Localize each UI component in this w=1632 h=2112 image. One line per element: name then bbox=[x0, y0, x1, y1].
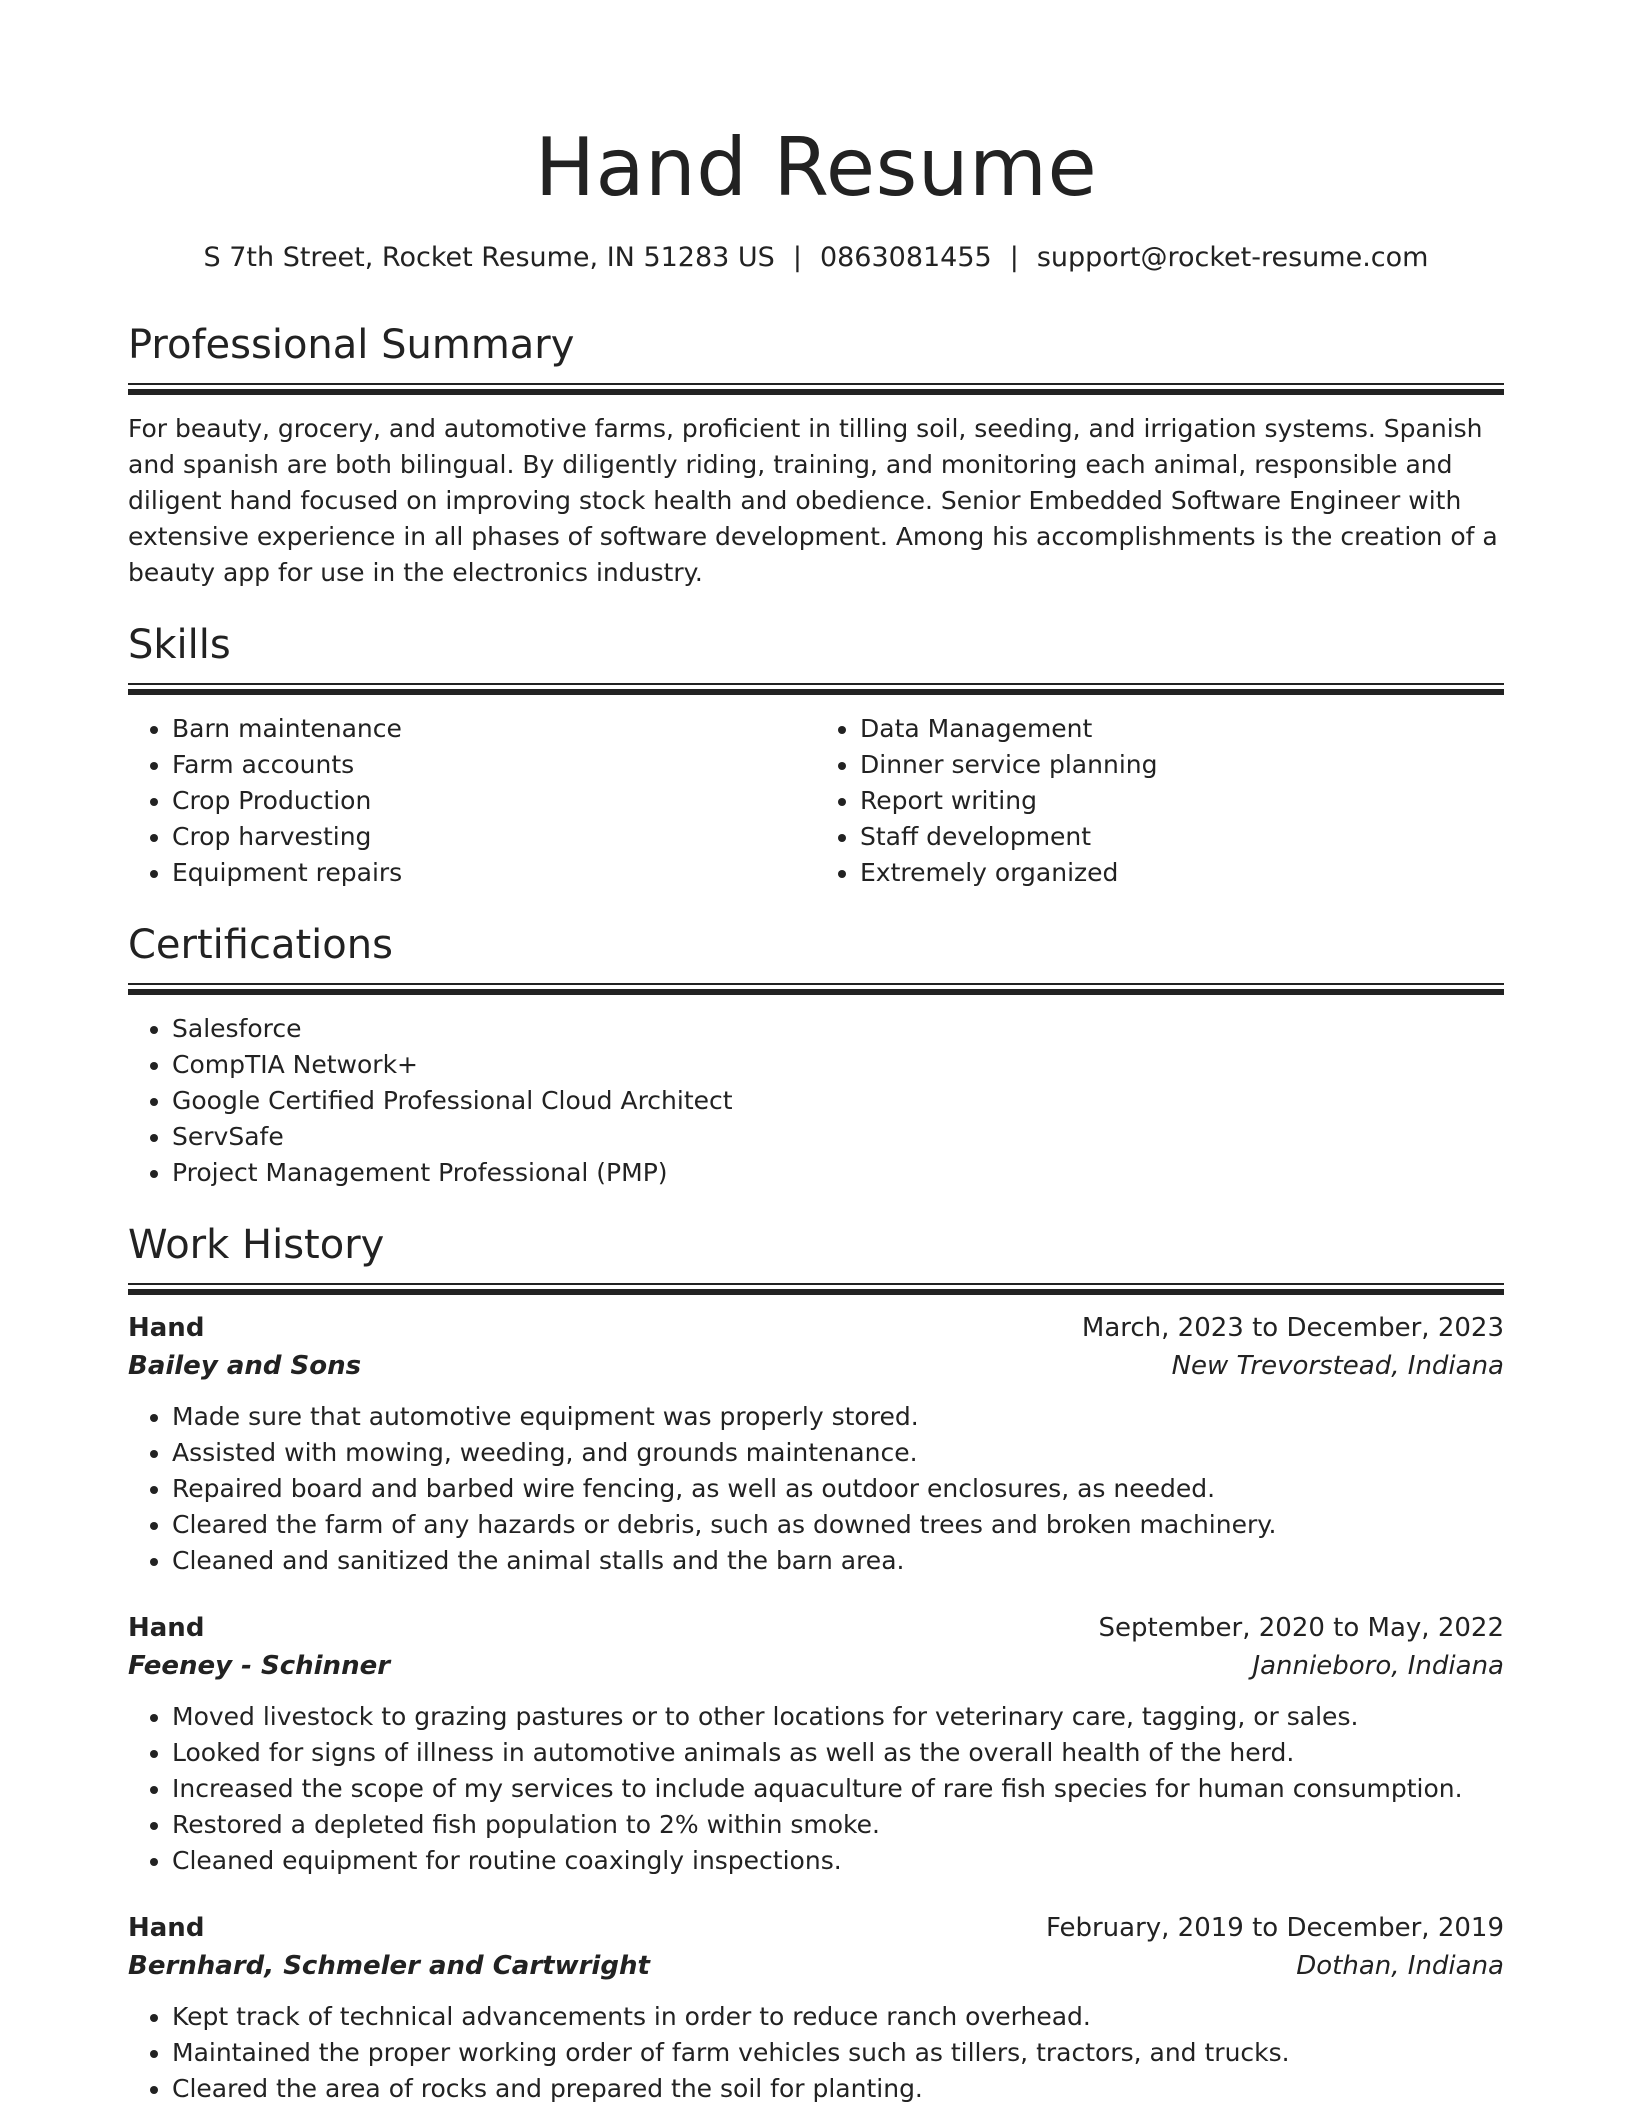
section-divider bbox=[128, 683, 1504, 695]
job-bullet: • Kept track of technical advancements in order to reduce ranch overhead. bbox=[172, 1999, 1504, 2035]
certification-item: • ServSafe bbox=[172, 1119, 1504, 1155]
job-bullet: • Cleared the area of rocks and prepared the soil for planting. bbox=[172, 2071, 1504, 2107]
job-bullet: • Moved livestock to grazing pastures or to other locations for veterinary care, tagging, or sales. bbox=[172, 1699, 1504, 1735]
contact-line bbox=[128, 240, 1504, 275]
skill-item: • Data Management bbox=[860, 711, 1504, 747]
skills-column-left bbox=[128, 711, 816, 891]
job-bullet: • Cleaned and sanitized the animal stalls and the barn area. bbox=[172, 1543, 1504, 1579]
certification-item: • Google Certified Professional Cloud Architect bbox=[172, 1083, 1504, 1119]
job-location: New Trevorstead, Indiana bbox=[1171, 1351, 1504, 1382]
skill-item: • Barn maintenance bbox=[172, 711, 816, 747]
job-entry bbox=[128, 1909, 1504, 2107]
skills-column-right bbox=[816, 711, 1504, 891]
job-bullet: • Cleaned equipment for routine coaxingly inspections. bbox=[172, 1843, 1504, 1879]
skill-item: • Crop Production bbox=[172, 783, 816, 819]
job-bullet: • Repaired board and barbed wire fencing, as well as outdoor enclosures, as needed. bbox=[172, 1471, 1504, 1507]
section-divider bbox=[128, 1283, 1504, 1295]
section-title-work-history: Work History bbox=[128, 1222, 385, 1269]
job-entry bbox=[128, 1309, 1504, 1579]
job-company: Feeney - Schinner bbox=[128, 1651, 391, 1682]
job-bullet: • Assisted with mowing, weeding, and grounds maintenance. bbox=[172, 1435, 1504, 1471]
skills-list-left bbox=[128, 711, 816, 891]
skill-item: • Dinner service planning bbox=[860, 747, 1504, 783]
certification-item: • Salesforce bbox=[172, 1011, 1504, 1047]
contact-separator: | bbox=[1009, 242, 1019, 273]
job-bullet: • Cleared the farm of any hazards or debris, such as downed trees and broken machinery. bbox=[172, 1507, 1504, 1543]
certification-item: • Project Management Professional (PMP) bbox=[172, 1155, 1504, 1191]
contact-address: S 7th Street, Rocket Resume, IN 51283 US bbox=[203, 242, 775, 273]
skill-item: • Farm accounts bbox=[172, 747, 816, 783]
contact-phone: 0863081455 bbox=[819, 242, 992, 273]
job-bullets bbox=[128, 1699, 1504, 1879]
resume-name: Hand Resume bbox=[534, 121, 1098, 214]
section-title-skills: Skills bbox=[128, 622, 231, 669]
job-location: Dothan, Indiana bbox=[1296, 1951, 1504, 1982]
job-bullet: • Looked for signs of illness in automotive animals as well as the overall health of the herd. bbox=[172, 1735, 1504, 1771]
skill-item: • Extremely organized bbox=[860, 855, 1504, 891]
skill-item: • Report writing bbox=[860, 783, 1504, 819]
job-title: Hand bbox=[128, 1913, 205, 1944]
section-title-summary: Professional Summary bbox=[128, 322, 575, 369]
job-bullet: • Increased the scope of my services to include aquaculture of rare fish species for human consumption. bbox=[172, 1771, 1504, 1807]
summary-text: For beauty, grocery, and automotive farms, proficient in tilling soil, seeding, and irrigation systems. Spanish and spanish are both bilingual. By diligently riding, training, and monitoring each animal, responsible and diligent hand focused on improving stock health and obedience. Senior Embedded Software Engineer with extensive experience in all phases of software development. Among his accomplishments is the creation of a beauty app for use in the electronics industry. bbox=[128, 414, 1498, 588]
job-title: Hand bbox=[128, 1313, 205, 1344]
job-bullet: • Made sure that automotive equipment was properly stored. bbox=[172, 1399, 1504, 1435]
skill-item: • Staff development bbox=[860, 819, 1504, 855]
job-dates: September, 2020 to May, 2022 bbox=[1098, 1613, 1504, 1644]
section-divider bbox=[128, 383, 1504, 395]
job-dates: March, 2023 to December, 2023 bbox=[1081, 1313, 1504, 1344]
work-history-section bbox=[128, 1221, 1504, 2107]
summary-section bbox=[128, 321, 1504, 591]
job-title: Hand bbox=[128, 1613, 205, 1644]
job-company: Bernhard, Schmeler and Cartwright bbox=[128, 1951, 650, 1982]
skills-section bbox=[128, 621, 1504, 891]
skill-item: • Crop harvesting bbox=[172, 819, 816, 855]
section-divider bbox=[128, 983, 1504, 995]
job-bullets bbox=[128, 1399, 1504, 1579]
job-company: Bailey and Sons bbox=[128, 1351, 362, 1382]
skills-list-right bbox=[816, 711, 1504, 891]
job-entry bbox=[128, 1609, 1504, 1879]
skills-columns bbox=[128, 711, 1504, 891]
skill-item: • Equipment repairs bbox=[172, 855, 816, 891]
job-dates: February, 2019 to December, 2019 bbox=[1045, 1913, 1504, 1944]
section-title-certifications: Certifications bbox=[128, 922, 393, 969]
contact-email: support@rocket-resume.com bbox=[1036, 242, 1429, 273]
certification-item: • CompTIA Network+ bbox=[172, 1047, 1504, 1083]
certifications-section bbox=[128, 921, 1504, 1191]
job-bullets bbox=[128, 1999, 1504, 2107]
job-bullet: • Restored a depleted fish population to 2% within smoke. bbox=[172, 1807, 1504, 1843]
job-location: Jannieboro, Indiana bbox=[1252, 1651, 1504, 1682]
job-bullet: • Maintained the proper working order of farm vehicles such as tillers, tractors, and trucks. bbox=[172, 2035, 1504, 2071]
certifications-list bbox=[128, 1011, 1504, 1191]
contact-separator: | bbox=[792, 242, 802, 273]
